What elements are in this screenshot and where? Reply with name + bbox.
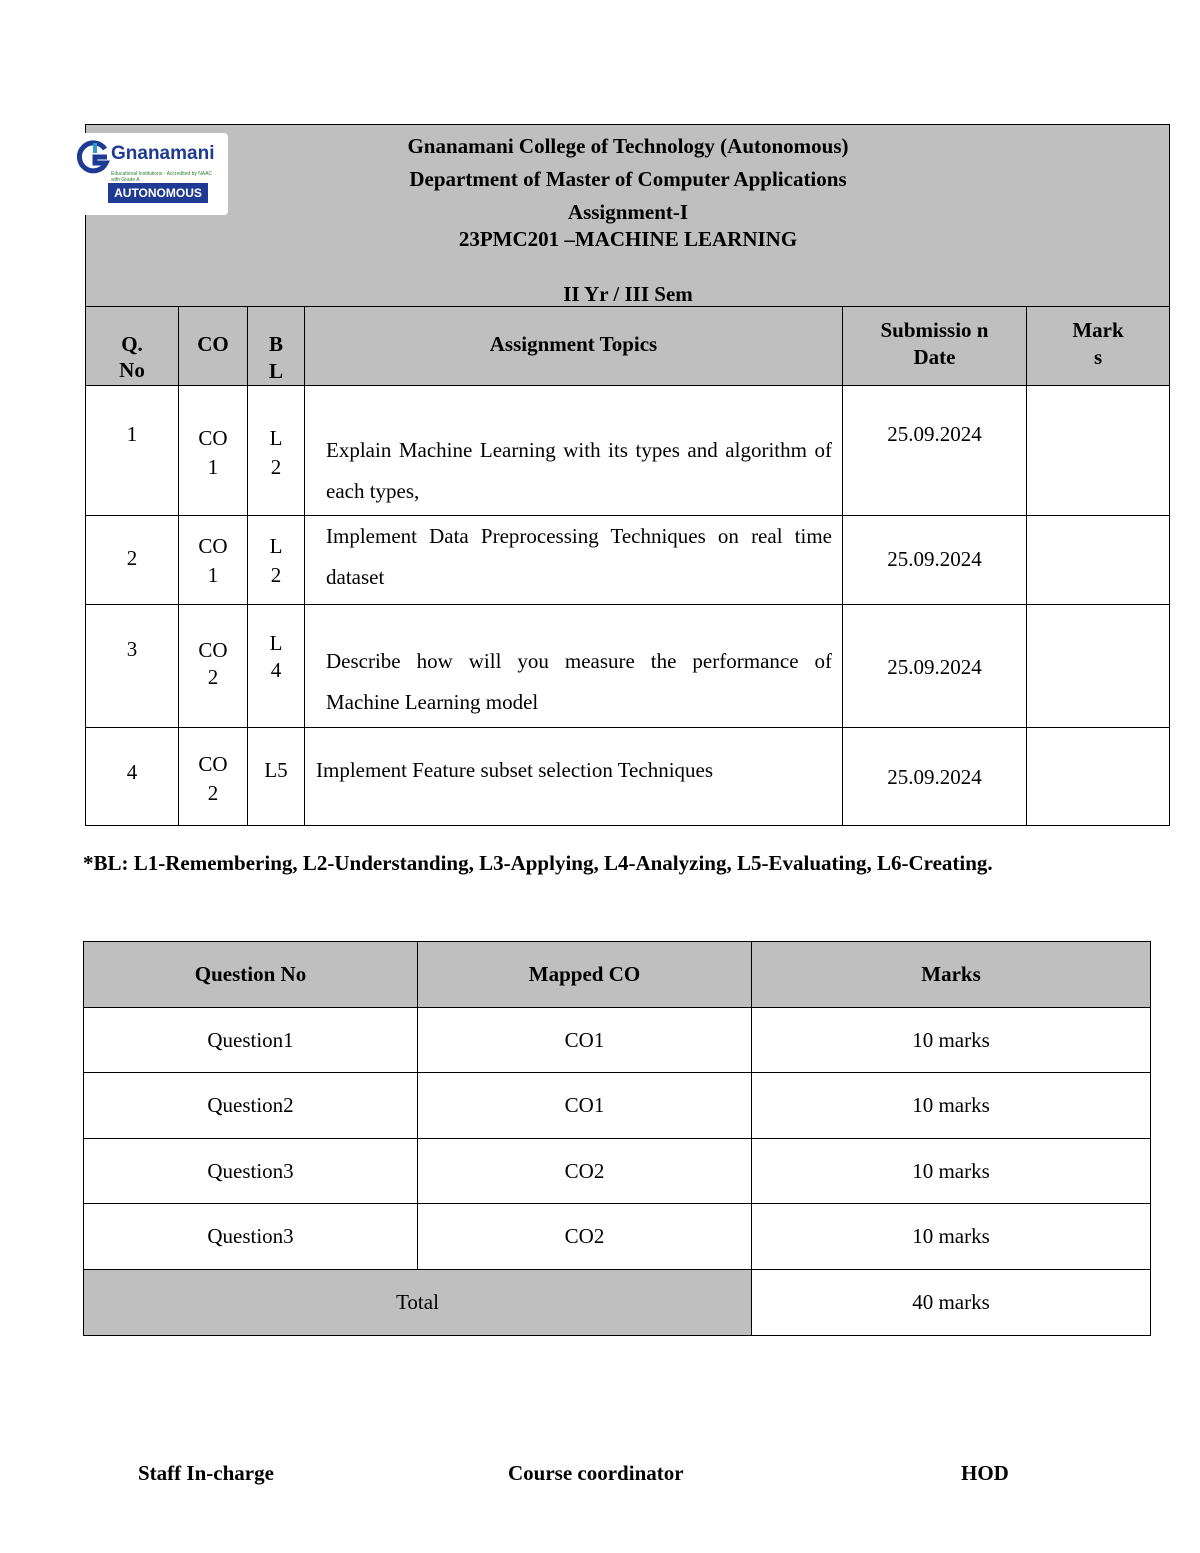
table-row xyxy=(86,516,1170,605)
bl-cell: L 2 xyxy=(248,516,305,605)
table-row xyxy=(86,728,1170,826)
marks-value-cell: 10 marks xyxy=(752,1139,1151,1204)
qno-cell: 4 xyxy=(86,728,179,826)
date-cell: 25.09.2024 xyxy=(843,516,1027,605)
col-header-marks: Mark s xyxy=(1027,307,1170,386)
assignment-title: Assignment-I xyxy=(567,200,689,224)
co-cell: CO 2 xyxy=(179,605,248,728)
date-cell: 25.09.2024 xyxy=(843,728,1027,826)
signature-coordinator: Course coordinator xyxy=(508,1461,684,1485)
topic-cell: Implement Feature subset selection Techniques xyxy=(305,728,843,826)
question-cell: Question2 xyxy=(84,1073,418,1139)
document-header xyxy=(86,125,1170,307)
signature-staff: Staff In-charge xyxy=(138,1461,274,1485)
year-semester: II Yr / III Sem xyxy=(563,282,693,306)
total-label: Total xyxy=(84,1270,752,1336)
question-cell: Question3 xyxy=(84,1139,418,1204)
topic-cell: Describe how will you measure the performance of Machine Learning model xyxy=(305,605,843,728)
date-cell: 25.09.2024 xyxy=(843,386,1027,516)
co-cell: CO 1 xyxy=(179,516,248,605)
marks-value-cell: 10 marks xyxy=(752,1204,1151,1270)
table-row xyxy=(84,1139,1151,1204)
logo-badge: AUTONOMOUS xyxy=(108,183,208,203)
total-row xyxy=(84,1270,1151,1336)
col-header-qno: Q. No xyxy=(86,307,179,386)
marks-value-cell: 10 marks xyxy=(752,1073,1151,1139)
mapped-co-cell: CO1 xyxy=(418,1008,752,1073)
logo-name: Gnanamani xyxy=(111,143,215,164)
bl-cell: L 2 xyxy=(248,386,305,516)
mapped-co-cell: CO2 xyxy=(418,1204,752,1270)
table-row xyxy=(84,1008,1151,1073)
bl-cell: L 4 xyxy=(248,605,305,728)
qno-cell: 3 xyxy=(86,605,179,728)
bloom-level-legend: *BL: L1-Remembering, L2-Understanding, L3-Applying, L4-Analyzing, L5-Evaluating, L6-Creating. xyxy=(83,851,993,875)
date-cell: 25.09.2024 xyxy=(843,605,1027,728)
marks-cell xyxy=(1027,605,1170,728)
signature-hod: HOD xyxy=(961,1461,1009,1485)
table-row xyxy=(86,386,1170,516)
qno-cell: 2 xyxy=(86,516,179,605)
marks-cell xyxy=(1027,728,1170,826)
mapped-co-cell: CO1 xyxy=(418,1073,752,1139)
topic-cell: Implement Data Preprocessing Techniques on real time dataset xyxy=(305,516,843,605)
table-row xyxy=(86,605,1170,728)
table-row xyxy=(84,1204,1151,1270)
co-cell: CO 1 xyxy=(179,386,248,516)
marks-table xyxy=(83,941,1151,1336)
col-header-question-no: Question No xyxy=(84,942,418,1008)
logo-tagline: Educational Institutions · Accredited by NAAC with Grade A xyxy=(111,171,213,183)
total-value: 40 marks xyxy=(752,1270,1151,1336)
department-name: Department of Master of Computer Applications xyxy=(409,167,847,191)
topic-cell: Explain Machine Learning with its types and algorithm of each types, xyxy=(305,386,843,516)
col-header-date: Submissio n Date xyxy=(843,307,1027,386)
college-name: Gnanamani College of Technology (Autonomous) xyxy=(407,134,849,158)
bl-cell: L5 xyxy=(248,728,305,826)
course-title: 23PMC201 –MACHINE LEARNING xyxy=(458,227,798,251)
col-header-bl: B L xyxy=(248,307,305,386)
col-header-marks: Marks xyxy=(752,942,1151,1008)
assignment-table xyxy=(85,124,1170,826)
question-cell: Question3 xyxy=(84,1204,418,1270)
co-cell: CO 2 xyxy=(179,728,248,826)
table-row xyxy=(84,1073,1151,1139)
col-header-co: CO xyxy=(179,307,248,386)
marks-cell xyxy=(1027,516,1170,605)
marks-value-cell: 10 marks xyxy=(752,1008,1151,1073)
col-header-mapped-co: Mapped CO xyxy=(418,942,752,1008)
marks-cell xyxy=(1027,386,1170,516)
qno-cell: 1 xyxy=(86,386,179,516)
question-cell: Question1 xyxy=(84,1008,418,1073)
mapped-co-cell: CO2 xyxy=(418,1139,752,1204)
col-header-topics: Assignment Topics xyxy=(305,307,843,386)
